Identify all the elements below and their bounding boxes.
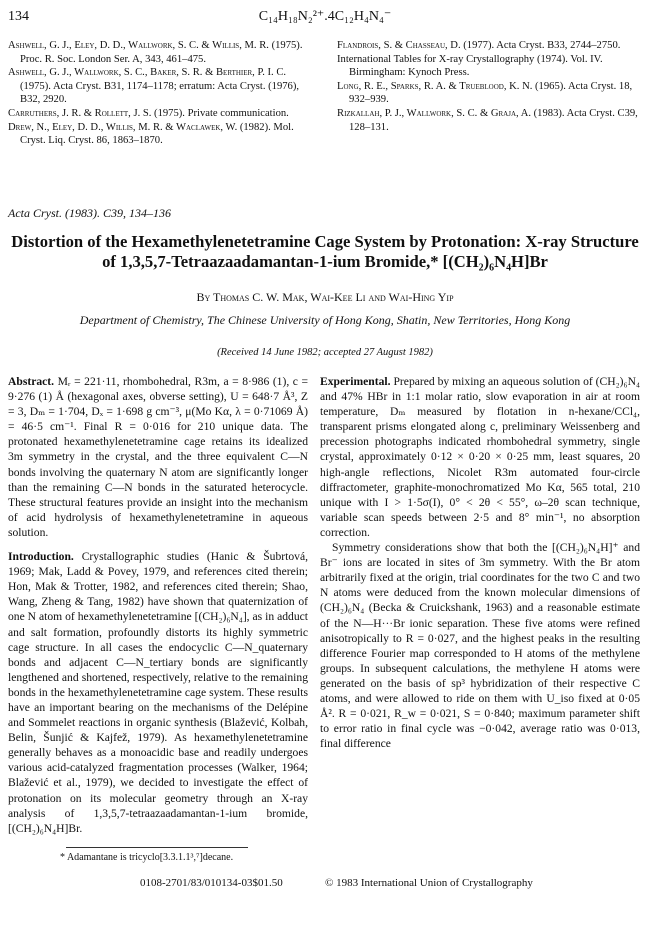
reference: Ashwell, G. J., Eley, D. D., Wallwork, S. C. & Willis, M. R. (1975). Proc. R. Soc. London Ser. A, 343, 461–475. (8, 40, 303, 65)
experimental-label: Experimental. (320, 375, 391, 388)
affiliation: Department of Chemistry, The Chinese University of Hong Kong, Shatin, New Territories, Hong Kong (79, 313, 571, 327)
received-dates: (Received 14 June 1982; accepted 27 August 1982) (217, 347, 433, 358)
reference: Long, R. E., Sparks, R. A. & Trueblood, K. N. (1965). Acta Cryst. 18, 932–939. (337, 80, 633, 106)
column-left (8, 374, 308, 836)
references-right (337, 39, 643, 134)
reference: Ashwell, G. J., Wallwork, S. C., Baker, S. R. & Berthier, P. I. C. (1975). Acta Cryst. B31, 1174–1178; erratum: Acta Cryst. (1976), B32, 2920. (8, 67, 300, 106)
abstract-label: Abstract. (8, 375, 55, 388)
reference: Rizkallah, P. J., Wallwork, S. C. & Graja, A. (1983). Acta Cryst. C39, 128–131. (337, 107, 638, 133)
journal-reference: Acta Cryst. (1983). C39, 134–136 (8, 206, 171, 220)
footnote-rule (66, 847, 248, 848)
introduction-text: Crystallographic studies (Hanic & Šubrtová, 1969; Mak, Ladd & Povey, 1979, and references cited therein; Hon, Mak & Trotter, 1982, and references cited therein; Shao, Wang, Zheng & Tang, 1982) have shown that quaternization of one N atom of hexamethylenetetramine [(CH₂)₆N₄], as in adduct and salt formation, profoundly distorts its highly symmetric cage structure. In all cases the endocyclic C—N_quaternary bonds and adjacent C—N_tertiary bonds are significantly lengthened and shortened, respectively, relative to the remaining bonds in the hexamethylenetetramine cage system. These results have an important bearing on the mechanisms of the Delépine and Sommelet reactions in organic synthesis (Blažević, Kolbah, Belin, Šunjić & Kajfež, 1979). As hexamethylenetetramine generally behaves as a monoacidic base and readily undergoes various acid-catalyzed fragmentation processes (Walker, 1964; Blažević et al., 1979), we decided to investigate the effect of protonation on its molecular geometry through an X-ray analysis of 1,3,5,7-tetraazaadamantan-1-ium bromide, [(CH₂)₆N₄H]Br. (8, 550, 308, 835)
reference: International Tables for X-ray Crystallography (1974). Vol. IV. Birmingham: Kynoch Press. (337, 53, 603, 79)
article-code: 0108-2701/83/010134-03$01.50 (140, 877, 283, 889)
introduction-label: Introduction. (8, 550, 74, 564)
page-number: 134 (8, 9, 29, 24)
introduction (8, 549, 308, 836)
footnote: * Adamantane is tricyclo[3.3.1.1³,⁷]decane. (60, 852, 234, 863)
experimental-paragraph-2: Symmetry considerations show that both the [(CH₂)₆N₄H]⁺ and Br⁻ ions are located in sites of 3m symmetry. With the Br atom arbitrarily fixed at the origin, trial coordinates for the two C and two N atoms were deduced from the known molecular dimensions of (CH₂)₆N₄ (Becka & Cruickshank, 1963) and a reasonable estimate of the N—H···Br ionic separation. These five atoms were refined anisotropically to R = 0·027, and the highest peaks in the resulting difference Fourier map corresponded to H atoms of the methylene groups. In subsequent calculations, the methylene H atoms were generated on the basis of sp³ hybridization of their respective C atoms, and were allowed to ride on them with U_iso fixed at 0·05 Å². R = 0·021, R_w = 0·021, S = 0·840; maximum parameter shift to error ratio in final cycle was −0·042, average ratio was 0·013, final difference (320, 541, 640, 751)
author-list: By Thomas C. W. Mak, Wai-Kee Li and Wai-Hing Yip (196, 290, 454, 304)
references-left (8, 39, 318, 148)
experimental-text: Prepared by mixing an aqueous solution of (CH₂)₆N₄ and 47% HBr in 1:1 molar ratio, slow evaporation in air at room temperature, Dₘ measured by flotation in n-hexane/CCl₄, transparent prisms elongated along c, preliminary Weissenberg and precession photographs indicated rhombohedral symmetry, single crystal, approximately 0·12 × 0·20 × 0·25 mm, least squares, 20 high-angle reflections, Nicolet R3m automated four-circle diffractometer, graphite-monochromatized Mo Kα, 565 total, 210 unique with I > 1·5σ(I), 0° < 2θ < 55°, ω–2θ scan technique, variable scan speeds between 2·5 and 8° min⁻¹, no absorption correction. (320, 375, 640, 539)
abstract (8, 374, 308, 540)
article-title (8, 232, 642, 272)
reference: Carruthers, J. R. & Rollett, J. S. (1975). Private communication. (8, 107, 289, 119)
title-line-2: of 1,3,5,7-Tetraazaadamantan-1-ium Bromide,* [(CH₂)₆N₄H]Br (102, 252, 548, 271)
column-right (320, 374, 640, 751)
running-title: C₁₄H₁₈N₂²⁺.4C₁₂H₄N₄⁻ (258, 9, 392, 24)
experimental (320, 374, 640, 540)
reference: Drew, N., Eley, D. D., Willis, M. R. & Waclawek, W. (1982). Mol. Cryst. Liq. Cryst. 86, 1863–1870. (8, 121, 294, 147)
copyright: © 1983 International Union of Crystallography (325, 877, 533, 889)
reference: Flandrois, S. & Chasseau, D. (1977). Acta Cryst. B33, 2744–2750. (337, 40, 621, 51)
title-line-1: Distortion of the Hexamethylenetetramine Cage System by Protonation: X-ray Structure (11, 232, 639, 251)
abstract-text: Mᵣ = 221·11, rhombohedral, R3m, a = 8·986 (1), c = 9·276 (1) Å (hexagonal axes, obverse setting), U = 648·7 Å³, Z = 3, Dₘ = 1·704, Dₓ = 1·698 g cm⁻³, μ(Mo Kα, λ = 0·71069 Å) = 46·5 cm⁻¹. Final R = 0·016 for 210 unique data. The protonated hexamethylenetetramine cage retains its idealized 3m symmetry in the crystal, and the three equivalent C—N bonds involving the quaternary N atom are significantly longer than the remaining C—N bonds in the saturated heterocycle. These structural features provide an insight into the mechanism of acid hydrolysis of hexamethylenetetramine in aqueous solution. (8, 375, 308, 539)
